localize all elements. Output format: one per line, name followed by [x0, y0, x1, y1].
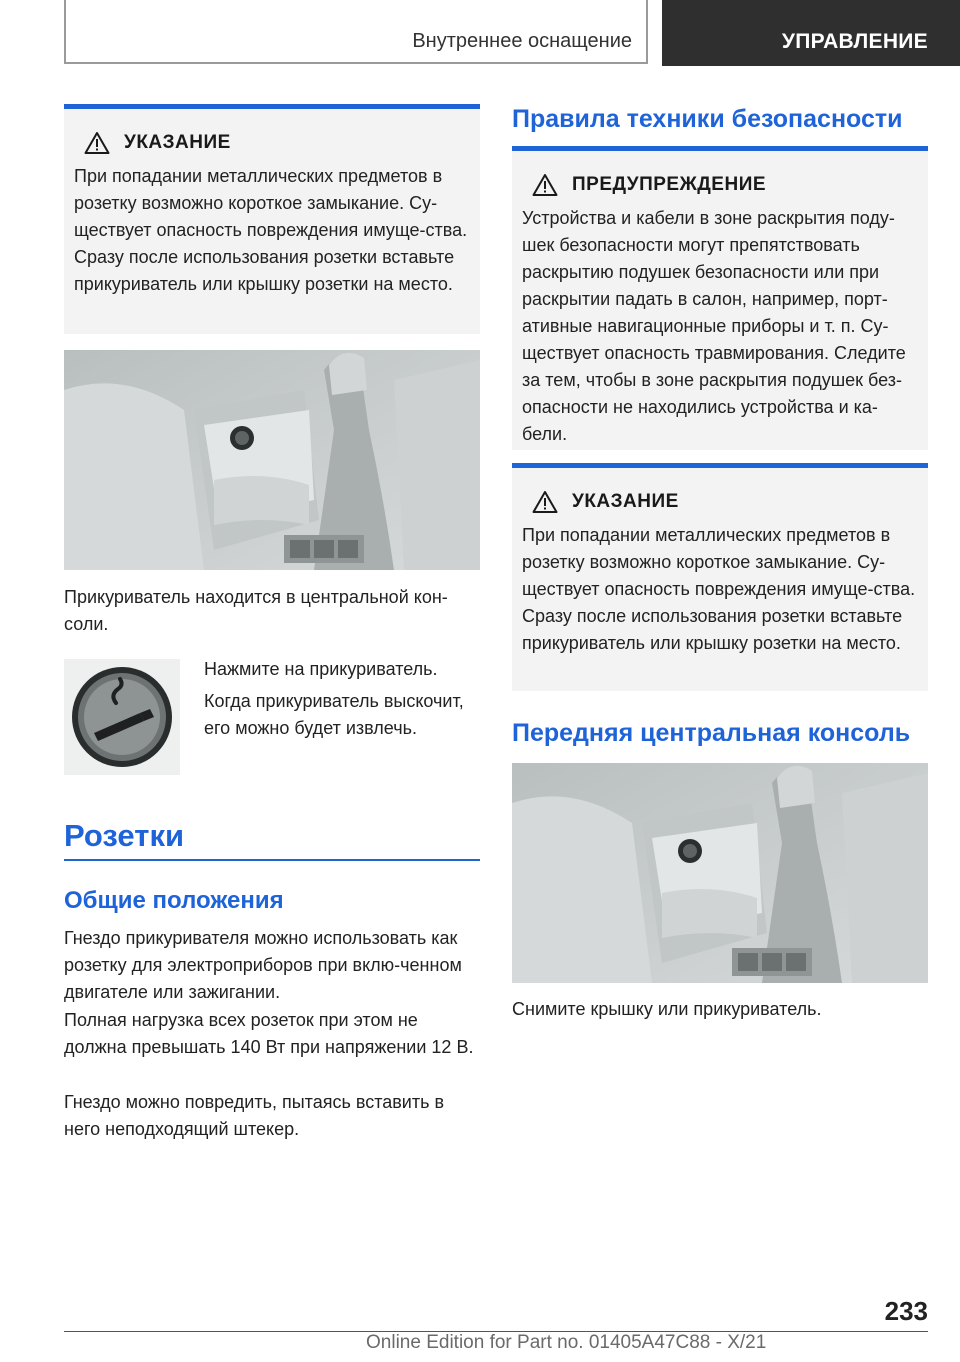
warning-triangle-icon — [532, 173, 558, 197]
header-section-tab — [64, 0, 648, 64]
warning-title: ПРЕДУПРЕЖДЕНИЕ — [572, 174, 767, 195]
footer-edition: Online Edition for Part no. 01405A47C88 - X/21 — [366, 1332, 767, 1353]
general-paragraph-3: Гнездо можно повредить, пытаясь вставить в него неподходящий штекер. — [64, 1092, 445, 1139]
heading-front-console: Передняя центральная консоль — [512, 719, 911, 747]
notice-text: При попадании металлических предметов в розетку возможно короткое замыкание. Су-ществует опасность повреждения имуще-ства. Сразу после использования розетки вставьте прикуриватель или крышку розетки на место. — [74, 166, 468, 294]
section-rule — [64, 859, 480, 861]
general-paragraph-1: Гнездо прикуривателя можно использовать как розетку для электроприборов при вклю-ченном двигателе или зажигании. — [64, 928, 462, 1002]
general-paragraph-2: Полная нагрузка всех розеток при этом не должна превышать 140 Вт при напряжении 12 В. — [64, 1010, 474, 1057]
notice-title: УКАЗАНИЕ — [124, 132, 231, 153]
warning-box — [512, 146, 928, 450]
console-illustration — [64, 350, 480, 570]
warning-text: Устройства и кабели в зоне раскрытия поду-шек безопасности могут препятствовать раскрытию подушек безопасности или при раскрытии падать в салон, например, порт-ативные навигационные приборы и т. п. Су-ществует опасность травмирования. Следите за тем, чтобы в зоне раскрытия подушек без-опасности не находились устройства и ка-бели. — [522, 208, 906, 444]
warning-title-row — [522, 173, 918, 197]
header-chapter-tab — [662, 0, 960, 66]
notice-box-right — [512, 463, 928, 691]
lighter-location-caption: Прикуриватель находится в центральной кон-соли. — [64, 587, 448, 634]
console-illustration-right — [512, 763, 928, 983]
heading-sockets: Розетки — [64, 818, 185, 853]
header-section-title: Внутреннее оснащение — [412, 30, 632, 52]
remove-cover-caption: Снимите крышку или прикуриватель. — [512, 999, 822, 1019]
heading-general: Общие положения — [64, 887, 284, 914]
notice-title-right: УКАЗАНИЕ — [572, 491, 679, 512]
notice-text-right: При попадании металлических предметов в розетку возможно короткое замыкание. Су-ществует опасность повреждения имуще-ства. Сразу после использования розетки вставьте прикуриватель или крышку розетки на место. — [522, 525, 916, 653]
step-remove-lighter: Когда прикуриватель выскочит, его можно будет извлечь. — [204, 691, 464, 738]
center-console-photo-right — [512, 763, 928, 983]
warning-triangle-icon — [84, 131, 110, 155]
header-chapter-title: УПРАВЛЕНИЕ — [781, 30, 928, 53]
center-console-photo-left — [64, 350, 480, 570]
notice-title-row — [74, 131, 470, 155]
cigarette-lighter-icon — [64, 659, 180, 775]
heading-safety-rules: Правила техники безопасности — [512, 105, 903, 133]
warning-triangle-icon — [532, 490, 558, 514]
cigarette-lighter-image — [64, 659, 180, 775]
notice-title-row-right — [522, 490, 918, 514]
notice-box-left — [64, 104, 480, 334]
page-number: 233 — [884, 1296, 928, 1326]
step-press-lighter: Нажмите на прикуриватель. — [204, 659, 438, 679]
page-header — [0, 0, 960, 66]
